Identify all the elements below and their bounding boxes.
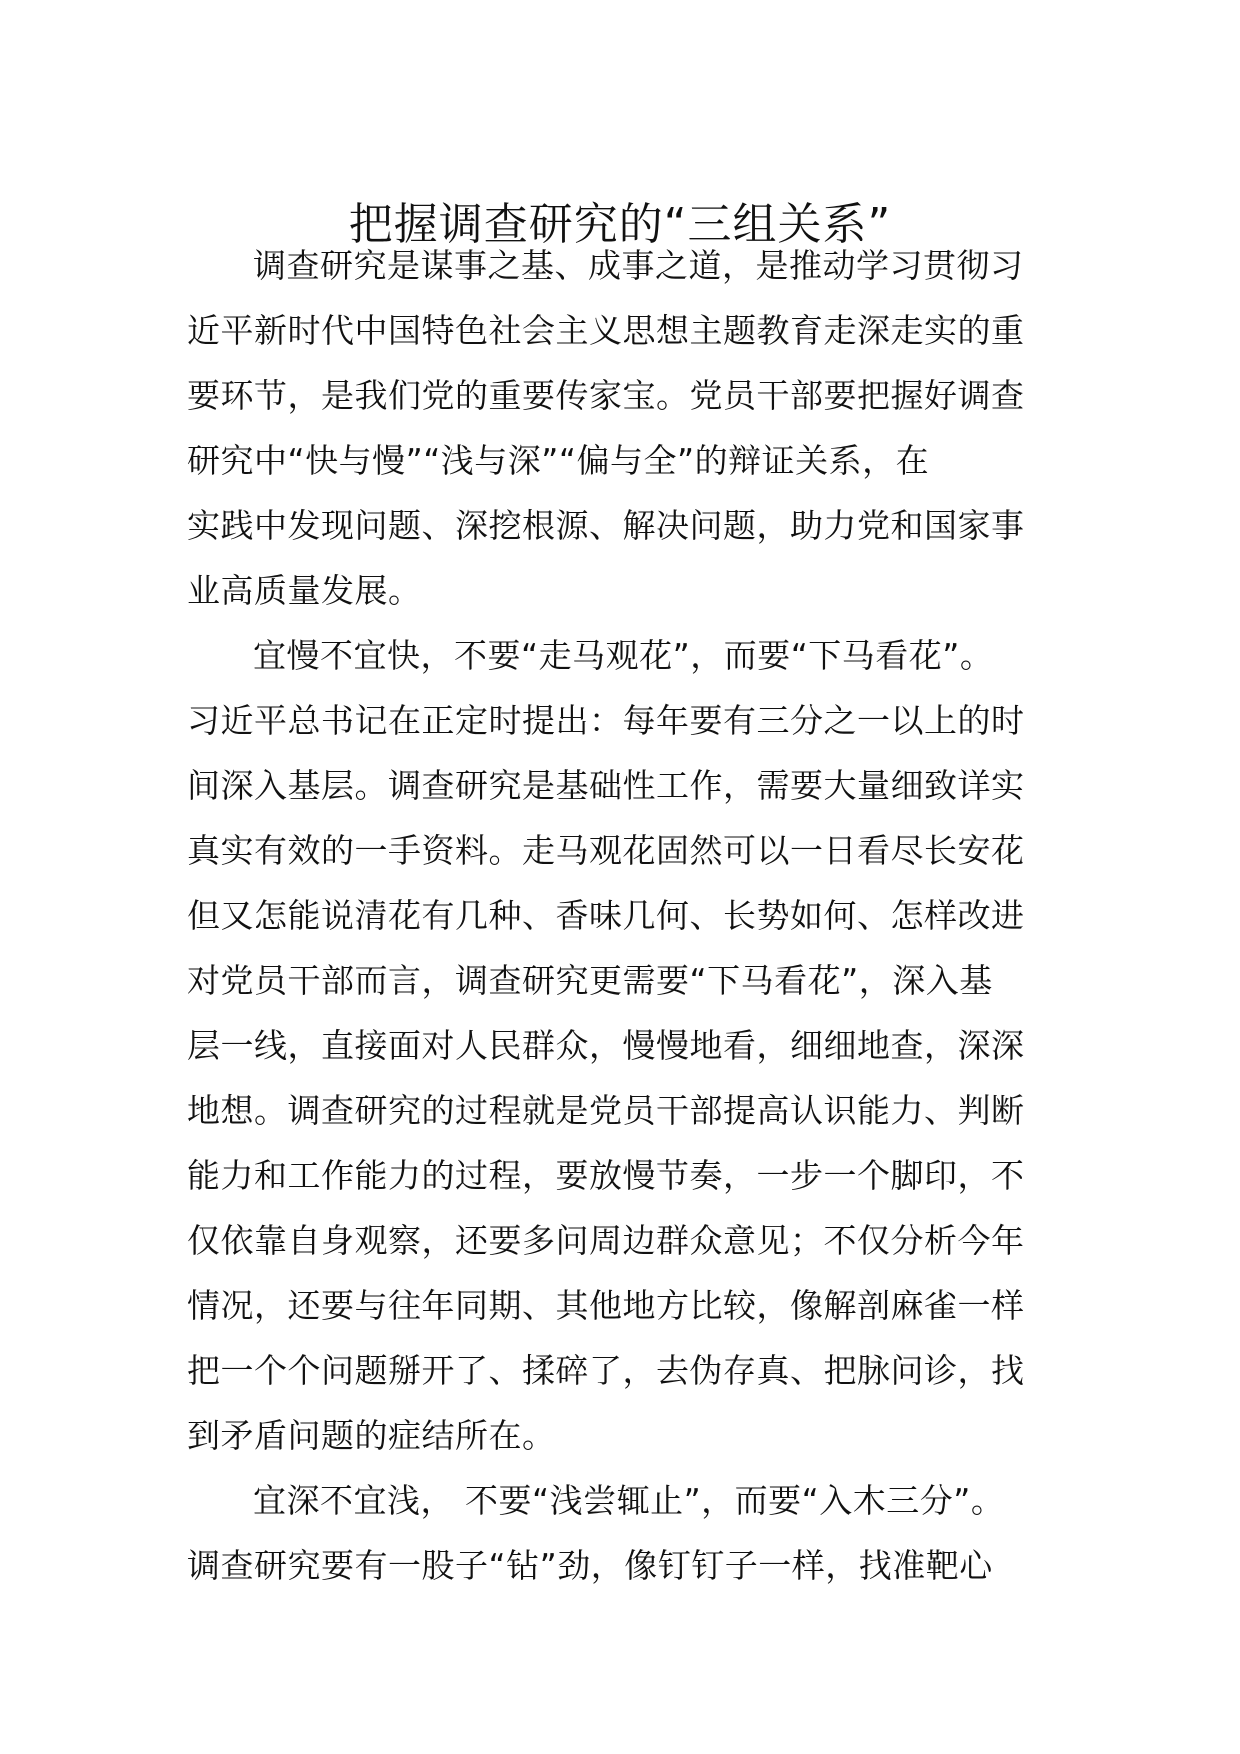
text-line: 层一线，直接面对人民群众，慢慢地看，细细地查，深深 [187, 1026, 1025, 1065]
paragraph-slow-not-fast [187, 623, 1067, 1468]
text-line: 对党员干部而言，调查研究更需要“下马看花”，深入基 [187, 961, 993, 1000]
text-line: 宜慢不宜快，不要“走马观花”，而要“下马看花”。 [253, 636, 994, 675]
text-line: 宜深不宜浅， 不要“浅尝辄止”，而要“入木三分”。 [253, 1481, 1005, 1520]
text-line: 到矛盾问题的症结所在。 [187, 1416, 556, 1455]
text-line: 地想。调查研究的过程就是党员干部提高认识能力、判断 [187, 1091, 1025, 1130]
text-line: 研究中“快与慢”“浅与深”“偏与全”的辩证关系，在 [187, 441, 930, 480]
text-line: 调查研究要有一股子“钻”劲，像钉钉子一样，找准靶心 [187, 1546, 993, 1585]
text-line: 要环节，是我们党的重要传家宝。党员干部要把握好调查 [187, 376, 1025, 415]
text-line: 把一个个问题掰开了、揉碎了，去伪存真、把脉问诊，找 [187, 1351, 1025, 1390]
text-line: 真实有效的一手资料。走马观花固然可以一日看尽长安花 [187, 831, 1025, 870]
text-line: 间深入基层。调查研究是基础性工作，需要大量细致详实 [187, 766, 1025, 805]
document-body [187, 233, 1067, 1598]
text-line: 业高质量发展。 [187, 571, 422, 610]
text-line: 能力和工作能力的过程，要放慢节奏，一步一个脚印，不 [187, 1156, 1025, 1195]
text-line: 情况，还要与往年同期、其他地方比较，像解剖麻雀一样 [187, 1286, 1025, 1325]
paragraph-deep-not-shallow [187, 1468, 1067, 1598]
text-line: 调查研究是谋事之基、成事之道，是推动学习贯彻习 [253, 246, 1024, 285]
paragraph-intro [187, 233, 1067, 623]
text-line: 仅依靠自身观察，还要多问周边群众意见；不仅分析今年 [187, 1221, 1025, 1260]
text-line: 习近平总书记在正定时提出：每年要有三分之一以上的时 [187, 701, 1025, 740]
document-title: 把握调查研究的“三组关系” [348, 199, 892, 251]
text-line: 实践中发现问题、深挖根源、解决问题，助力党和国家事 [187, 506, 1025, 545]
text-line: 近平新时代中国特色社会主义思想主题教育走深走实的重 [187, 311, 1025, 350]
text-line: 但又怎能说清花有几种、香味几何、长势如何、怎样改进 [187, 896, 1025, 935]
